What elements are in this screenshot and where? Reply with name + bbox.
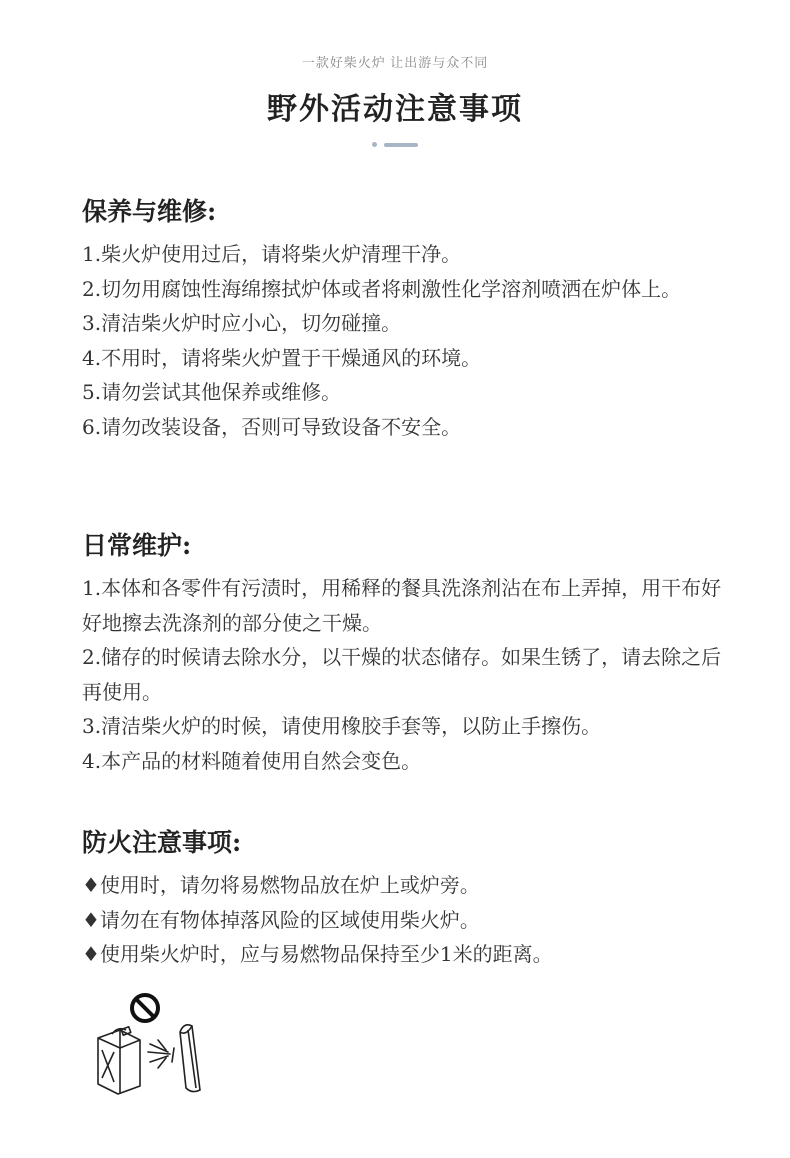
divider-dot [372, 142, 377, 147]
section-heading: 日常维护: [82, 531, 192, 560]
list-item: 3.清洁柴火炉时应小心，切勿碰撞。 [82, 311, 402, 335]
tagline: 一款好柴火炉 让出游与众不同 [301, 55, 489, 70]
section-maintenance-repair [82, 195, 722, 444]
paper-roll-icon [180, 1025, 200, 1092]
page-title: 野外活动注意事项 [267, 92, 523, 127]
list-item: ♦使用时，请勿将易燃物品放在炉上或炉旁。 [82, 873, 480, 897]
list-item: 2.切勿用腐蚀性海绵擦拭炉体或者将刺激性化学溶剂喷洒在炉体上。 [82, 276, 682, 301]
section-fire-safety [82, 826, 722, 972]
no-flammables-illustration [88, 990, 228, 1100]
list-item: 3.清洁柴火炉的时候，请使用橡胶手套等，以防止手擦伤。 [82, 714, 602, 738]
list-item: 2.储存的时候请去除水分，以干燥的状态储存。如果生锈了，请去除之后再使用。 [82, 645, 722, 704]
fuel-canister-icon [98, 1027, 140, 1094]
list-item: ♦使用柴火炉时，应与易燃物品保持至少1米的距离。 [82, 942, 553, 966]
section-heading: 防火注意事项: [82, 828, 242, 857]
list-item: 6.请勿改装设备，否则可导致设备不安全。 [82, 414, 462, 439]
list-item: 5.请勿尝试其他保养或维修。 [82, 380, 342, 404]
list-item: ♦请勿在有物体掉落风险的区域使用柴火炉。 [82, 907, 480, 932]
list-item: 1.本体和各零件有污渍时，用稀释的餐具洗涤剂沾在布上弄掉，用干布好好地擦去洗涤剂的部分使之干燥。 [82, 576, 722, 635]
list-item: 4.本产品的材料随着使用自然会变色。 [82, 748, 422, 773]
list-item: 1.柴火炉使用过后，请将柴火炉清理干净。 [82, 242, 462, 266]
section-daily-care [82, 529, 722, 778]
title-divider [372, 142, 420, 148]
section-heading: 保养与维修: [82, 197, 217, 226]
spark-icon [148, 1040, 174, 1068]
list-item: 4.不用时，请将柴火炉置于干燥通风的环境。 [82, 345, 482, 370]
divider-bar [384, 143, 418, 147]
no-symbol-icon [132, 995, 158, 1021]
